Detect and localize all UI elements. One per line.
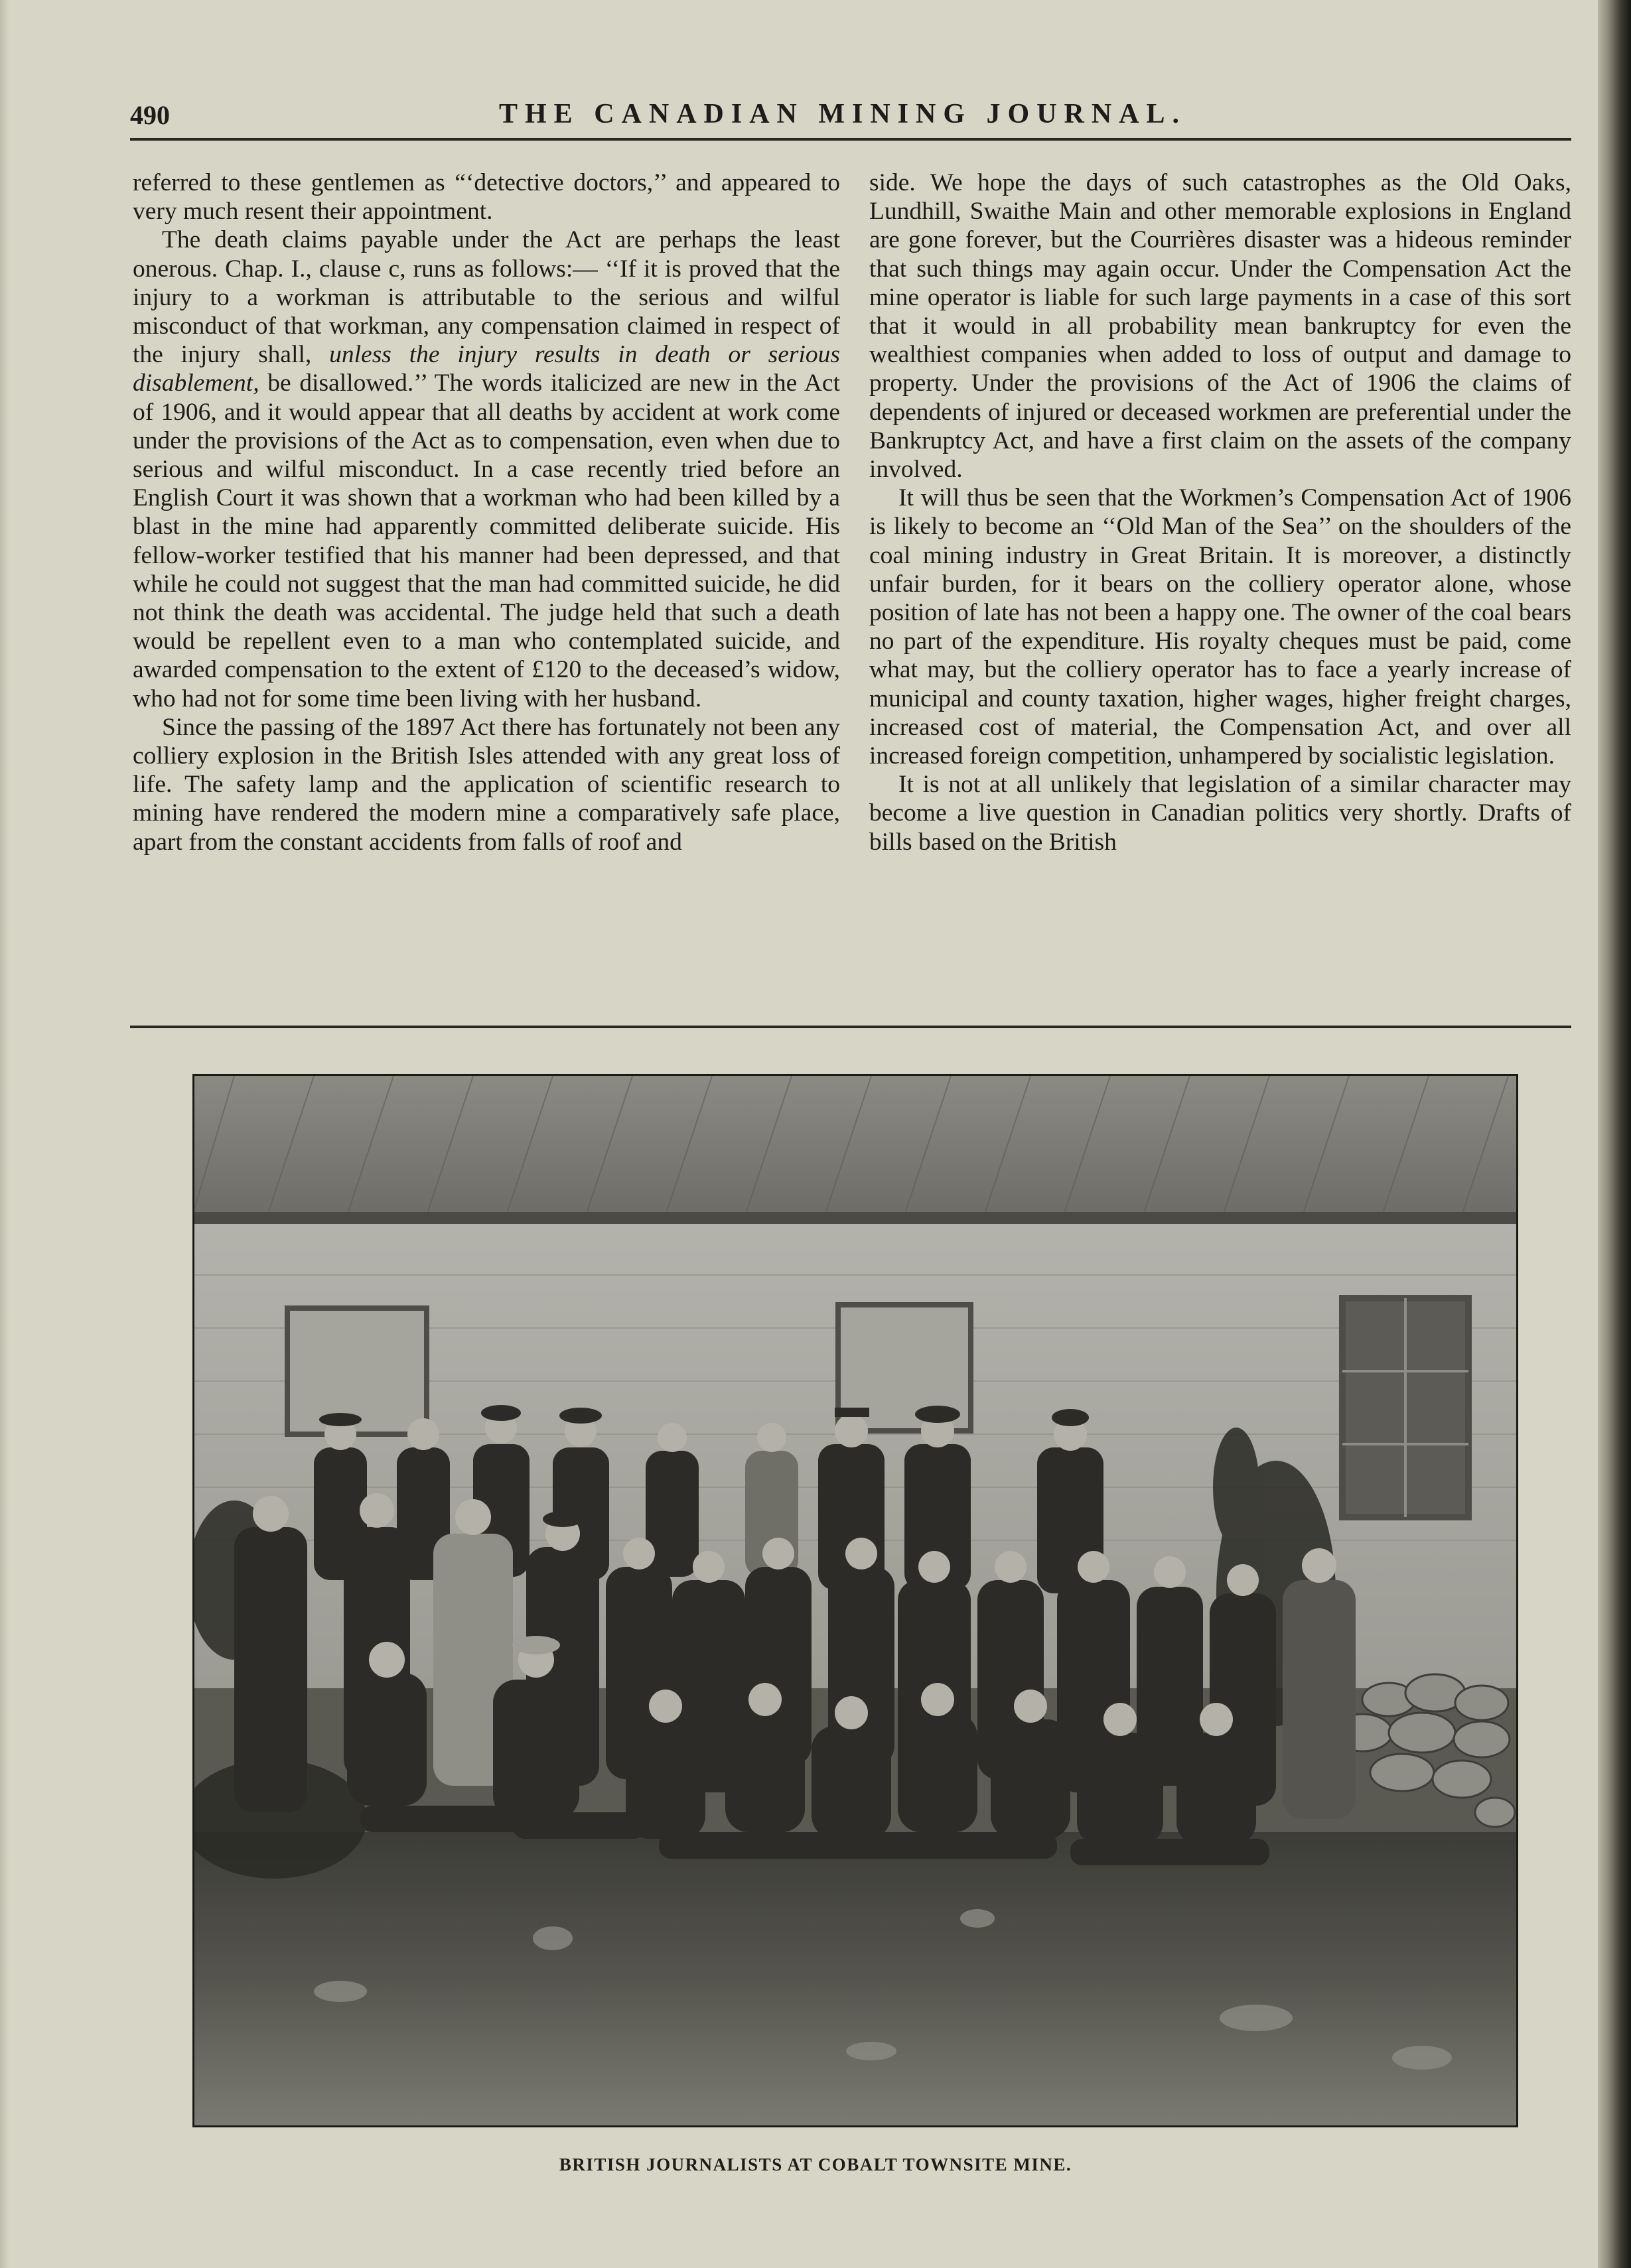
page-edge-shadow — [1598, 0, 1631, 2268]
page-header — [130, 98, 1571, 141]
left-paragraph-1: referred to these gentlemen as “‘detective doctors,’’ and appeared to very much resent their appointment. — [133, 169, 840, 226]
left-paragraph-2 — [133, 226, 840, 712]
left-paragraph-2-start: The death claims payable under the Act are perhaps the least onerous. Chap. I., clause c, runs as follows:— ‘‘If it is proved that the injury to a workman is attributable to the serious and wilful misconduct of that workman, any compensation claimed in respect of the injury shall, — [133, 226, 840, 369]
left-paragraph-3: Since the passing of the 1897 Act there has fortunately not been any colliery explosion in the British Isles attended with any great loss of life. The safety lamp and the application of scientific research to mining have rendered the modern mine a comparatively safe place, apart from the constant accidents from falls of roof and — [133, 713, 840, 856]
left-column — [133, 168, 840, 856]
left-paragraph-2-end: be disallowed.’’ The words italicized are new in the Act of 1906, and it would appear that all deaths by accident at work come under the provisions of the Act as to compensation, even when due to serious and wilful misconduct. In a case recently tried before an English Court it was shown that a workman who had been killed by a blast in the mine had apparently committed deliberate suicide. His fellow-worker testified that his manner had been depressed, and that while he could not suggest that the man had committed suicide, he did not think the death was accidental. The judge held that such a death would be repellent even to a man who contemplated suicide, and awarded compensation to the extent of £120 to the deceased’s widow, who had not for some time been living with her husband. — [133, 369, 840, 712]
photo-caption: BRITISH JOURNALISTS AT COBALT TOWNSITE MINE. — [559, 2155, 1072, 2174]
right-column — [869, 168, 1571, 856]
journal-title: THE CANADIAN MINING JOURNAL. — [499, 99, 1187, 129]
right-paragraph-3: It is not at all unlikely that legislation of a similar character may become a live question in Canadian politics very shortly. Drafts of bills based on the British — [869, 771, 1571, 856]
section-rule — [130, 1026, 1571, 1028]
page-spine — [0, 0, 9, 2268]
roof — [194, 1076, 1516, 1219]
right-paragraph-2: It will thus be seen that the Workmen’s Compensation Act of 1906 is likely to become an ‘‘Old Man of the Sea’’ on the shoulders of the coal mining industry in Great Britain. It is moreover, a distinctly unfair burden, for it bears on the colliery operator alone, whose position of late has not been a happy one. The owner of the coal bears no part of the expenditure. His royalty cheques must be paid, come what may, but the colliery operator has to face a yearly increase of municipal and county taxation, higher wages, higher freight charges, increased cost of material, the Compensation Act, and over all increased foreign competition, unhampered by socialistic legislation. — [869, 484, 1571, 770]
page-number: 490 — [130, 100, 170, 130]
photograph-illustration — [194, 1076, 1516, 2125]
ground — [194, 1832, 1516, 2125]
right-paragraph-1: side. We hope the days of such catastrophes as the Old Oaks, Lundhill, Swaithe Main and other memorable explosions in England are gone forever, but the Courrières disaster was a hideous reminder that such things may again occur. Under the Compensation Act the mine operator is liable for such large payments in a case of this sort that it would in all probability mean bankruptcy for even the wealthiest companies when added to loss of output and damage to property. Under the provisions of the Act of 1906 the claims of dependents of injured or deceased workmen are preferential under the Bankruptcy Act, and have a first claim on the assets of the company involved. — [869, 169, 1571, 484]
group-photograph — [192, 1074, 1518, 2127]
left-paragraph-2-italic: unless the injury results in death or serious disablement, — [133, 341, 840, 397]
